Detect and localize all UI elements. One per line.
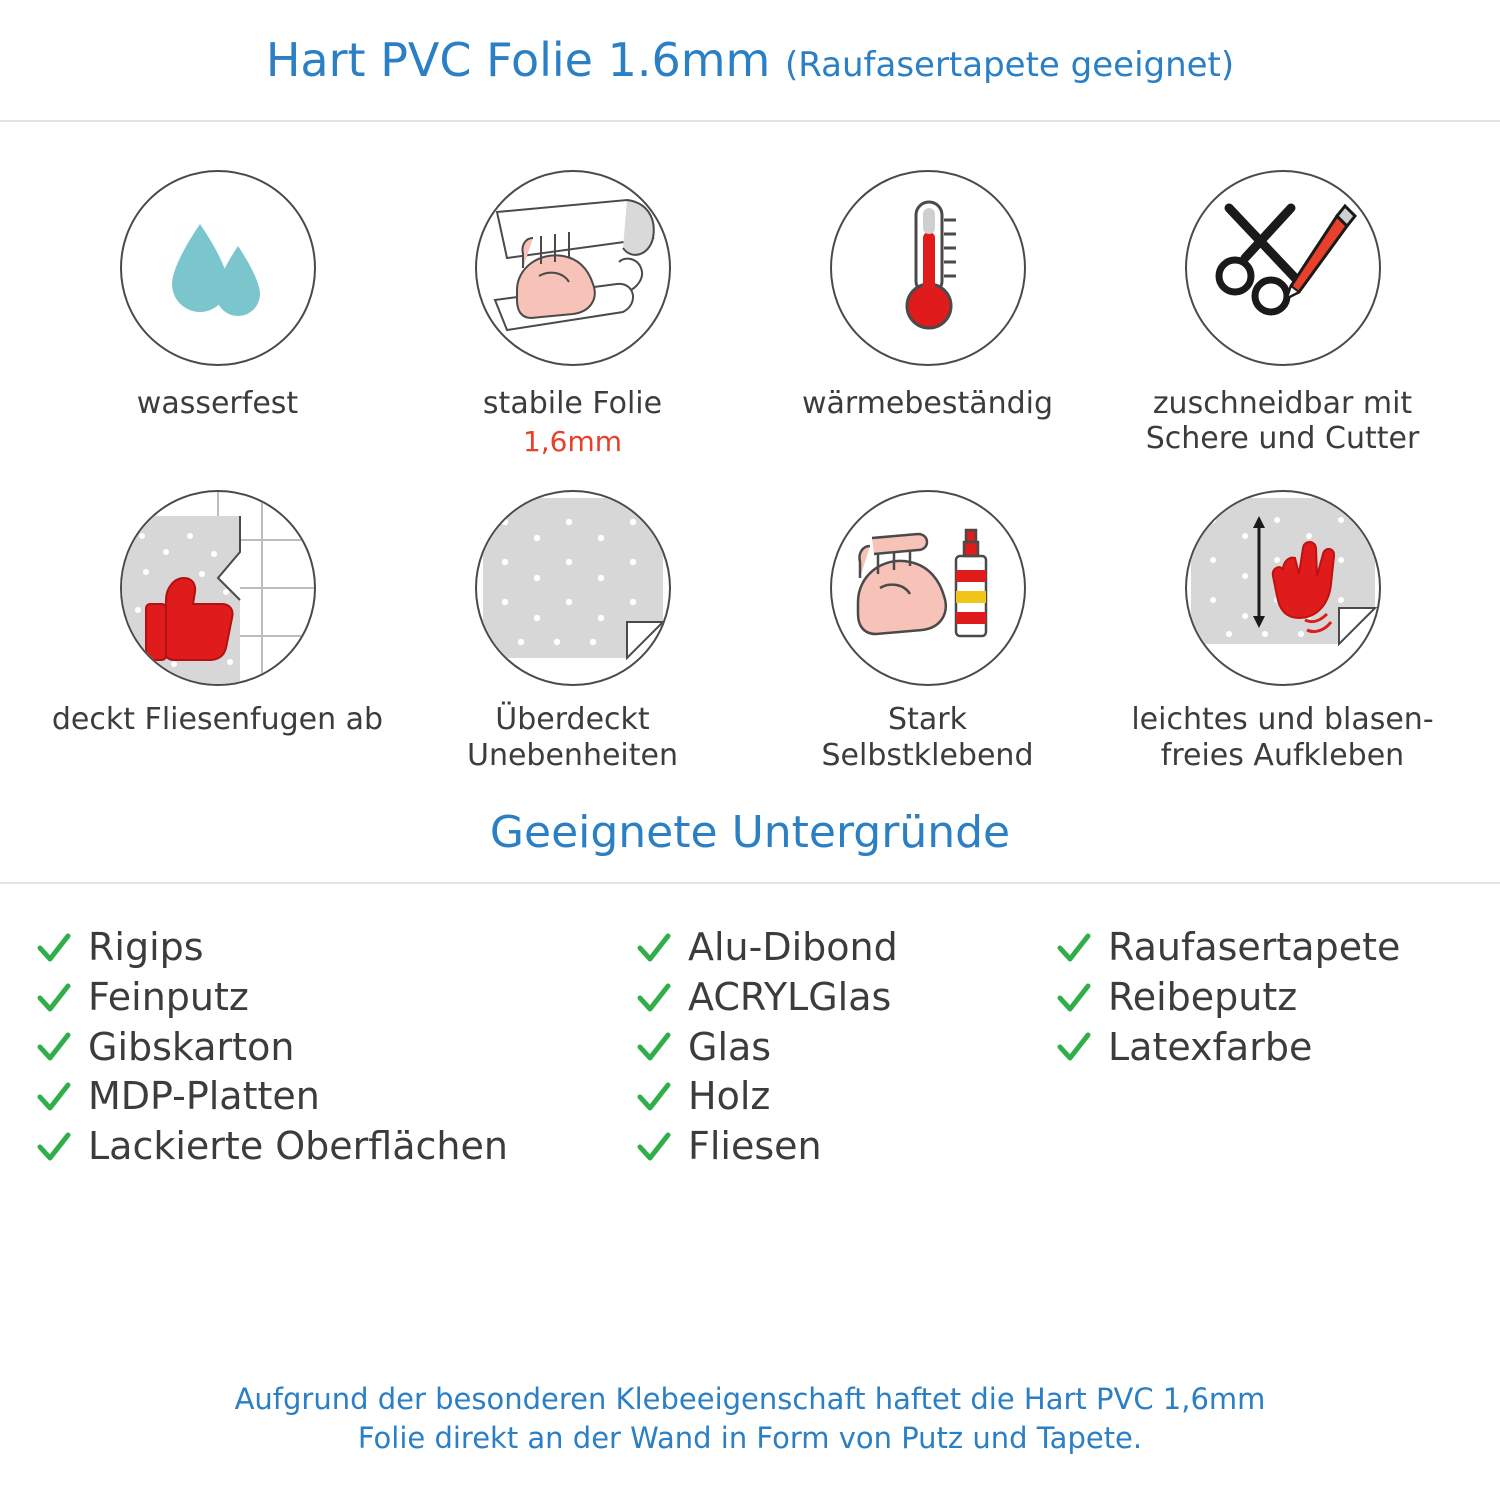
checklist-column-3 xyxy=(1054,926,1500,1168)
list-item-label: Lackierte Oberflächen xyxy=(88,1123,508,1168)
feature-fliesenfugen xyxy=(40,480,395,773)
list-item xyxy=(634,976,1054,1020)
list-item-label: Feinputz xyxy=(88,974,249,1019)
check-icon xyxy=(1054,978,1094,1018)
section-title: Geeignete Untergründe xyxy=(489,807,1011,859)
list-item-label: Rigips xyxy=(88,925,204,970)
list-item xyxy=(34,1125,634,1169)
check-icon xyxy=(1054,1027,1094,1067)
page-title-main: Hart PVC Folie 1.6mm xyxy=(265,33,785,87)
list-item xyxy=(34,976,634,1020)
feature-label: wasserfest xyxy=(136,386,299,421)
feature-label: Stark Selbstklebend xyxy=(821,702,1034,773)
suitable-surfaces-list xyxy=(0,884,1500,1168)
strong-foil-arm-icon xyxy=(475,170,671,366)
list-item xyxy=(634,1125,1054,1169)
header xyxy=(0,0,1500,122)
list-item xyxy=(34,1075,634,1119)
feature-stabile-folie xyxy=(395,160,750,458)
scissors-cutter-icon xyxy=(1185,170,1381,366)
feature-grid-row-1 xyxy=(0,122,1500,458)
page-title-sub: (Raufasertapete geeignet) xyxy=(784,45,1235,85)
feature-waermebestaendig xyxy=(750,160,1105,458)
checklist-column-2 xyxy=(634,926,1054,1168)
check-icon xyxy=(34,928,74,968)
list-item-label: Latexfarbe xyxy=(1108,1024,1313,1069)
list-item-label: Holz xyxy=(688,1074,771,1119)
checklist-column-1 xyxy=(34,926,634,1168)
feature-sublabel: 1,6mm xyxy=(522,425,623,459)
check-icon xyxy=(634,1077,674,1117)
page-title xyxy=(266,33,1234,87)
feature-label: stabile Folie xyxy=(482,386,663,421)
feature-label: wärmebeständig xyxy=(801,386,1054,421)
list-item xyxy=(1054,1026,1500,1070)
check-icon xyxy=(1054,928,1094,968)
check-icon xyxy=(34,978,74,1018)
list-item-label: Reibeputz xyxy=(1108,974,1298,1019)
list-item-label: ACRYLGlas xyxy=(688,974,892,1019)
check-icon xyxy=(634,1127,674,1167)
list-item-label: Glas xyxy=(688,1024,772,1069)
water-drops-icon xyxy=(120,170,316,366)
check-icon xyxy=(634,928,674,968)
list-item xyxy=(634,1026,1054,1070)
check-icon xyxy=(634,1027,674,1067)
list-item-label: Fliesen xyxy=(688,1123,822,1168)
list-item xyxy=(1054,976,1500,1020)
hand-smoothing-icon xyxy=(1185,490,1381,686)
feature-grid-row-2 xyxy=(0,458,1500,773)
foil-sheet-corner-icon xyxy=(475,490,671,686)
feature-label: zuschneidbar mit Schere und Cutter xyxy=(1145,386,1420,457)
list-item-label: Gibskarton xyxy=(88,1024,295,1069)
list-item-label: Raufasertapete xyxy=(1108,925,1401,970)
check-icon xyxy=(34,1077,74,1117)
thumbs-up-tile-joint-icon xyxy=(120,490,316,686)
feature-label: leichtes und blasen- freies Aufkleben xyxy=(1131,702,1434,773)
list-item xyxy=(634,1075,1054,1119)
list-item xyxy=(34,1026,634,1070)
section-header xyxy=(0,807,1500,884)
check-icon xyxy=(34,1027,74,1067)
check-icon xyxy=(634,978,674,1018)
arm-glue-tube-icon xyxy=(830,490,1026,686)
list-item xyxy=(34,926,634,970)
thermometer-icon xyxy=(830,170,1026,366)
footnote-text: Aufgrund der besonderen Klebeeigenschaft haftet die Hart PVC 1,6mm Folie direkt an der Wand in Form von Putz und Tapete. xyxy=(234,1381,1266,1455)
list-item xyxy=(634,926,1054,970)
feature-wasserfest xyxy=(40,160,395,458)
list-item-label: MDP-Platten xyxy=(88,1074,320,1119)
list-item xyxy=(1054,926,1500,970)
feature-unebenheiten xyxy=(395,480,750,773)
feature-label: deckt Fliesenfugen ab xyxy=(51,702,384,738)
feature-aufkleben xyxy=(1105,480,1460,773)
feature-zuschneidbar xyxy=(1105,160,1460,458)
check-icon xyxy=(34,1127,74,1167)
feature-selbstklebend xyxy=(750,480,1105,773)
list-item-label: Alu-Dibond xyxy=(688,925,898,970)
feature-label: Überdeckt Unebenheiten xyxy=(467,702,678,773)
